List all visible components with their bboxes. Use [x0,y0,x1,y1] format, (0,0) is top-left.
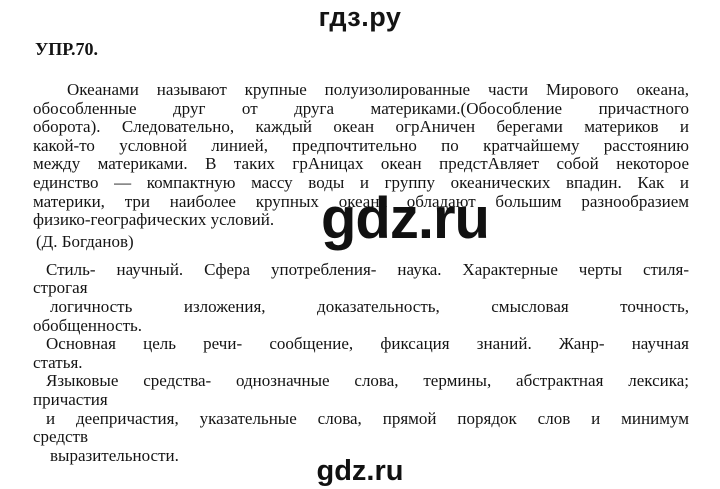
text-line: физико-географических условий. [33,210,275,230]
excerpt-author: (Д. Богданов) [36,231,134,251]
text-line: выразительности. [50,445,179,465]
site-logo: гдз.ру [318,2,402,32]
text-line: средств [33,427,89,447]
text-line: Основная цель речи- сообщение, фиксация знаний. Жанр- научная [46,334,689,354]
style-analysis-paragraph [33,261,689,335]
text-line: Океанами называют крупные полуизолированные части Мирового океана, [67,80,689,99]
text-line: материки, три наиболее крупных океана обладают большим разнообразием [33,191,689,211]
gdz-watermark-center: gdz.ru [321,186,489,251]
text-line: обособленные друг от друга материками.(Обособление причастного [33,98,689,118]
text-line: обобщенность. [33,315,143,335]
text-line: какой-то условной линией, предпочтительно по кратчайшему расстоянию [33,135,689,155]
text-line: Языковые средства- однозначные слова, термины, абстрактная лексика; [46,371,689,391]
language-analysis-paragraph [33,335,689,465]
text-line: строгая [33,278,88,298]
exercise-number: УПР.70. [35,39,98,59]
text-line: статья. [33,352,83,372]
gdz-watermark-footer: gdz.ru [316,455,404,487]
text-line: единство — компактную массу воды и группу океанических впадин. Как и [33,172,689,192]
text-line: оборота). Следовательно, каждый океан огрАничен берегами материков и [33,117,689,137]
text-line: логичность изложения, доказательность, смысловая точность, [50,296,689,316]
text-line: причастия [33,389,108,409]
text-line: между материками. В таких грАницах океан предстАвляет собой некоторое [33,154,689,174]
text-line: и деепричастия, указательные слова, прямой порядок слов и минимум [46,408,689,428]
text-line: Стиль- научный. Сфера употребления- наука. Характерные черты стиля- [46,259,689,279]
